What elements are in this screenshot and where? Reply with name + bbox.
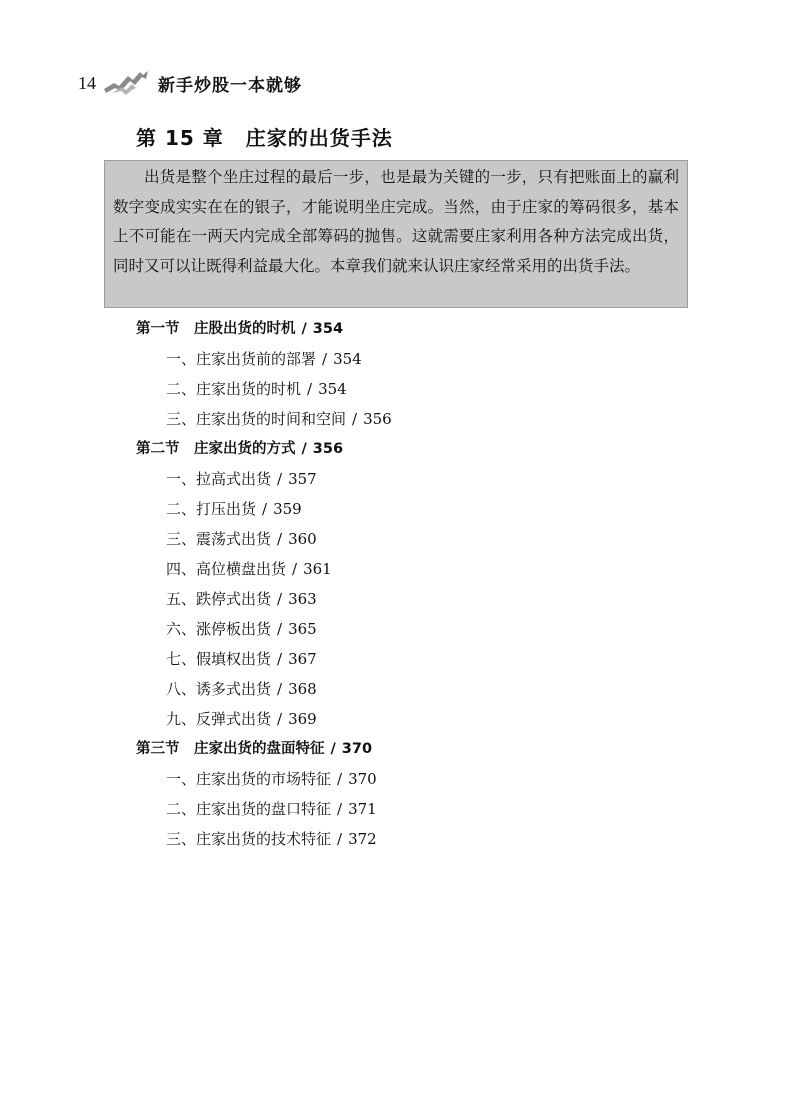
toc-entry-page: 360 xyxy=(288,530,317,548)
toc-subsection-entry xyxy=(136,764,656,794)
toc-entry-label: 二、打压出货 xyxy=(166,500,257,518)
toc-entry-page: 370 xyxy=(348,770,377,788)
toc-subsection-entry xyxy=(136,674,656,704)
toc-entry-label: 一、庄家出货前的部署 xyxy=(166,350,317,368)
book-title: 新手炒股一本就够 xyxy=(158,75,302,96)
toc-entry-page: 357 xyxy=(288,470,317,488)
toc-entry-separator: / xyxy=(337,800,343,818)
toc-subsection-entry xyxy=(136,824,656,854)
page-number: 14 xyxy=(78,73,96,93)
toc-entry-label: 第二节 庄家出货的方式 xyxy=(136,441,296,457)
toc-entry-label: 九、反弹式出货 xyxy=(166,710,272,728)
toc-entry-page: 369 xyxy=(288,710,317,728)
toc-section-entry xyxy=(136,314,656,344)
toc-entry-separator: / xyxy=(352,410,358,428)
toc-entry-page: 356 xyxy=(363,410,392,428)
toc-entry-label: 四、高位横盘出货 xyxy=(166,560,287,578)
toc-entry-page: 356 xyxy=(312,441,344,457)
toc-entry-separator: / xyxy=(277,710,283,728)
toc-entry-page: 359 xyxy=(273,500,302,518)
toc-subsection-entry xyxy=(136,344,656,374)
toc-entry-label: 八、诱多式出货 xyxy=(166,680,272,698)
toc-entry-page: 354 xyxy=(333,350,362,368)
toc-entry-label: 第一节 庄股出货的时机 xyxy=(136,321,296,337)
toc-entry-label: 一、庄家出货的市场特征 xyxy=(166,770,332,788)
toc-entry-separator: / xyxy=(277,590,283,608)
toc-entry-separator: / xyxy=(292,560,298,578)
chapter-heading xyxy=(136,122,393,151)
toc-entry-separator: / xyxy=(277,680,283,698)
toc-section-entry xyxy=(136,434,656,464)
toc-subsection-entry xyxy=(136,644,656,674)
toc-entry-label: 一、拉高式出货 xyxy=(166,470,272,488)
toc-entry-page: 368 xyxy=(288,680,317,698)
toc-entry-separator: / xyxy=(322,350,328,368)
toc-entry-page: 367 xyxy=(288,650,317,668)
toc-subsection-entry xyxy=(136,404,656,434)
toc-entry-label: 六、涨停板出货 xyxy=(166,620,272,638)
toc-entry-page: 372 xyxy=(348,830,377,848)
toc-entry-separator: / xyxy=(277,620,283,638)
toc-entry-label: 二、庄家出货的盘口特征 xyxy=(166,800,332,818)
chapter-number: 第 15 章 xyxy=(136,126,224,150)
toc-subsection-entry xyxy=(136,524,656,554)
toc-subsection-entry xyxy=(136,464,656,494)
toc-entry-label: 三、震荡式出货 xyxy=(166,530,272,548)
toc-entry-page: 365 xyxy=(288,620,317,638)
toc-subsection-entry xyxy=(136,794,656,824)
toc-entry-separator: / xyxy=(277,470,283,488)
toc-entry-separator: / xyxy=(277,530,283,548)
toc-entry-label: 二、庄家出货的时机 xyxy=(166,380,302,398)
toc-subsection-entry xyxy=(136,554,656,584)
toc-entry-page: 354 xyxy=(312,321,344,337)
page-header xyxy=(78,68,302,98)
toc-entry-page: 354 xyxy=(318,380,347,398)
toc-subsection-entry xyxy=(136,494,656,524)
toc-subsection-entry xyxy=(136,704,656,734)
toc-subsection-entry xyxy=(136,614,656,644)
toc-section-entry xyxy=(136,734,656,764)
mountain-chart-icon xyxy=(102,69,150,97)
toc-entry-separator: / xyxy=(330,741,336,757)
toc-entry-separator: / xyxy=(307,380,313,398)
toc-entry-separator: / xyxy=(301,321,307,337)
toc-entry-page: 371 xyxy=(348,800,377,818)
toc-entry-separator: / xyxy=(301,441,307,457)
chapter-intro: 出货是整个坐庄过程的最后一步，也是最为关键的一步，只有把账面上的赢利数字变成实实在在的银子，才能说明坐庄完成。当然，由于庄家的筹码很多，基本上不可能在一两天内完成全部筹码的抛售。这就需要庄家利用各种方法完成出货，同时又可以让既得利益最大化。本章我们就来认识庄家经常采用的出货手法。 xyxy=(104,160,688,308)
toc-entry-label: 七、假填权出货 xyxy=(166,650,272,668)
toc-entry-separator: / xyxy=(277,650,283,668)
toc-subsection-entry xyxy=(136,584,656,614)
toc-entry-label: 五、跌停式出货 xyxy=(166,590,272,608)
toc-entry-label: 三、庄家出货的时间和空间 xyxy=(166,410,347,428)
toc-entry-separator: / xyxy=(337,770,343,788)
toc-entry-label: 第三节 庄家出货的盘面特征 xyxy=(136,741,325,757)
chapter-title: 庄家的出货手法 xyxy=(245,126,393,150)
toc-subsection-entry xyxy=(136,374,656,404)
toc-entry-page: 370 xyxy=(341,741,373,757)
toc-entry-page: 363 xyxy=(288,590,317,608)
toc-entry-separator: / xyxy=(337,830,343,848)
toc-entry-page: 361 xyxy=(303,560,332,578)
toc-entry-separator: / xyxy=(262,500,268,518)
toc-entry-label: 三、庄家出货的技术特征 xyxy=(166,830,332,848)
table-of-contents xyxy=(136,314,656,854)
